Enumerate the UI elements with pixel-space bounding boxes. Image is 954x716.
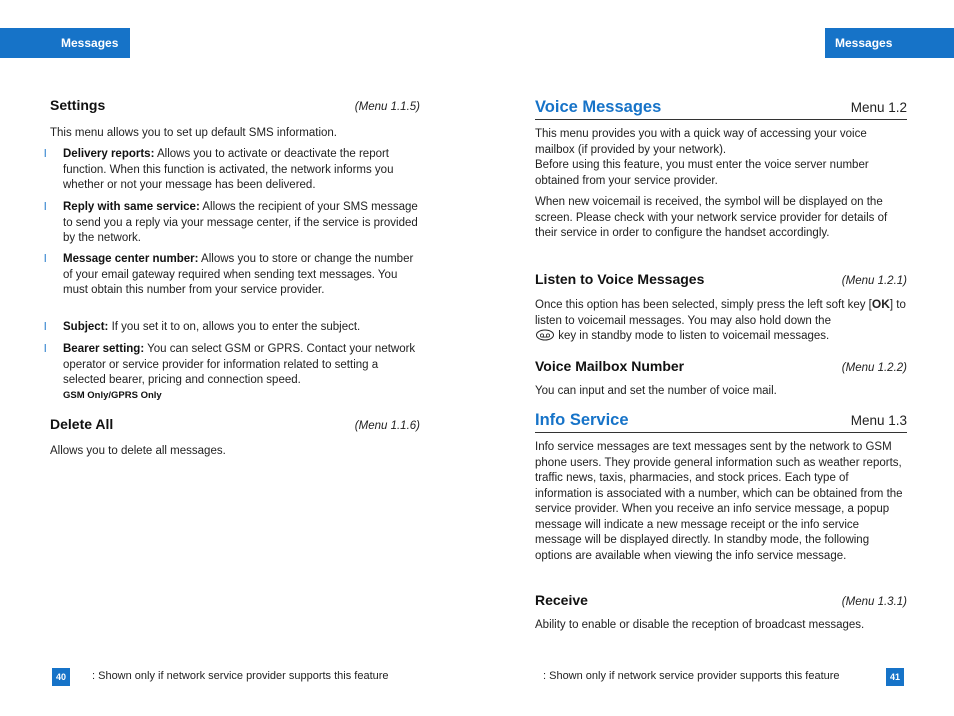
delete-all-menu-number: (Menu 1.1.6): [354, 420, 420, 432]
info-service-header: [535, 411, 907, 433]
mailbox-text: You can input and set the number of voice mail.: [535, 385, 777, 397]
delete-all-header: [50, 416, 420, 432]
bullet-mark: l: [44, 148, 47, 160]
bullet-label: Reply with same service:: [63, 201, 200, 213]
mailbox-title: Voice Mailbox Number: [535, 358, 685, 374]
bullet-mark: l: [44, 321, 47, 333]
settings-intro: This menu allows you to set up default SMS information.: [50, 127, 338, 139]
header-tab-right: Messages: [825, 28, 954, 58]
page-number-left: 40: [52, 668, 70, 686]
bullet-mark: l: [44, 253, 47, 265]
bullet-label: Delivery reports:: [63, 148, 155, 160]
receive-text: Ability to enable or disable the reception of broadcast messages.: [535, 619, 865, 631]
voice-messages-title: Voice Messages: [535, 98, 662, 116]
voice-messages-p1: This menu provides you with a quick way of accessing your voice mailbox (if provided by your network).: [535, 128, 867, 156]
mailbox-menu-number: (Menu 1.2.2): [841, 362, 907, 374]
bullet-text: Allows you to store or change the number of your email gateway required when sending text messages. You must obtain this number from your service provider.: [63, 253, 414, 296]
header-tab-left: Messages: [0, 28, 130, 58]
receive-header: [535, 592, 907, 608]
settings-header: [50, 97, 420, 113]
voice-messages-p2: Before using this feature, you must enter the voice server number obtained from your service provider.: [535, 159, 869, 187]
page-number-right: 41: [886, 668, 904, 686]
bullet-label: Bearer setting:: [63, 343, 145, 355]
ok-key: OK: [871, 297, 890, 311]
bullet-text: Allows the recipient of your SMS message to send you a reply via your message center, if the service is provided by the network.: [63, 201, 418, 244]
bullet-delivery-reports: [44, 147, 420, 194]
bearer-note: GSM Only/GPRS Only: [63, 390, 162, 401]
bullet-text: You can select GSM or GPRS. Contact your network operator or service provider for information related to setting a selected bearer, pricing and connection speed.: [63, 343, 416, 386]
voice-messages-p3: When new voicemail is received, the symbol will be displayed on the screen. Please check with your network service provider for details of their service in order to configure the handset accordingly.: [535, 196, 888, 239]
voicemail-key-icon: [535, 329, 555, 347]
bullet-message-center-number: [44, 252, 420, 299]
voice-messages-header: [535, 98, 907, 120]
receive-title: Receive: [535, 592, 588, 608]
listen-title: Listen to Voice Messages: [535, 271, 705, 287]
bullet-reply-same-service: [44, 200, 420, 247]
footnote-left: : Shown only if network service provider supports this feature: [92, 670, 389, 682]
bullet-label: Subject:: [63, 321, 109, 333]
info-service-title: Info Service: [535, 411, 629, 429]
listen-text-a: Once this option has been selected, simply press the left soft key [: [535, 299, 872, 311]
bullet-subject: [44, 320, 420, 336]
listen-text-c: key in standby mode to listen to voicemail messages.: [555, 330, 830, 342]
bullet-text: If you set it to on, allows you to enter the subject.: [108, 321, 361, 333]
delete-all-text: Allows you to delete all messages.: [50, 445, 226, 457]
receive-menu-number: (Menu 1.3.1): [841, 596, 907, 608]
listen-text: [535, 297, 907, 347]
mailbox-header: [535, 358, 907, 374]
bullet-bearer-setting: [44, 342, 420, 389]
listen-header: [535, 271, 907, 287]
voice-messages-menu-number: Menu 1.2: [850, 100, 907, 115]
info-service-text: Info service messages are text messages sent by the network to GSM phone users. They provide general information such as weather reports, traffic news, taxis, pharmacies, and stock prices. Each type of information is associated with a number, which can be obtained from the service provider. When you receive an info service message, a popup message will indicate a new message receipt or the info service message will be displayed directly. In standby mode, the following options are available when viewing the info service message.: [535, 441, 903, 562]
info-service-menu-number: Menu 1.3: [850, 413, 907, 428]
bullet-mark: l: [44, 201, 47, 213]
bullet-text: Allows you to activate or deactivate the report function. When this function is activated, the network informs you whether or not your message has been delivered.: [63, 148, 394, 191]
settings-title: Settings: [50, 97, 106, 113]
listen-text-b: ] to listen to voicemail messages. You may also hold down the: [535, 299, 906, 327]
bullet-label: Message center number:: [63, 253, 199, 265]
footnote-right: : Shown only if network service provider supports this feature: [543, 670, 840, 682]
listen-menu-number: (Menu 1.2.1): [841, 275, 907, 287]
bullet-mark: l: [44, 343, 47, 355]
delete-all-title: Delete All: [50, 416, 114, 432]
settings-menu-number: (Menu 1.1.5): [354, 101, 420, 113]
